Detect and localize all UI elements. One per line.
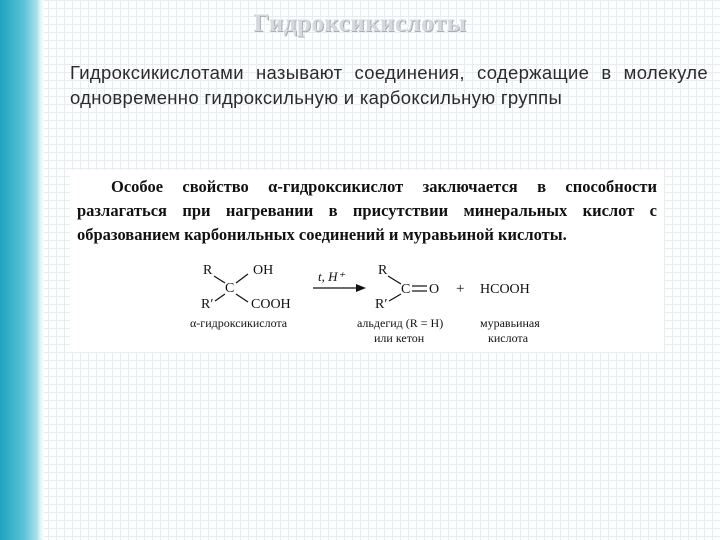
- reactant-r2: R′: [201, 297, 214, 312]
- reactant-cooh: COOH: [251, 297, 291, 312]
- reactant-carbon: C: [225, 281, 235, 296]
- product-r1: R: [378, 263, 388, 278]
- reaction-condition: t, H⁺: [318, 269, 345, 284]
- bond-p-r2-c: [389, 294, 401, 301]
- content-panel: [70, 170, 664, 352]
- bond-c-oh: [236, 274, 248, 283]
- product1-caption-line1: альдегид (R = H): [357, 316, 444, 330]
- bond-p-r1-c: [388, 276, 401, 284]
- product2-caption-line1: муравьиная: [480, 316, 540, 330]
- product-carbon: C: [401, 282, 411, 297]
- product-r2: R′: [375, 297, 388, 312]
- product1-caption-line2: или кетон: [374, 331, 425, 345]
- bond-r1-c: [214, 276, 225, 283]
- plus-sign: +: [456, 281, 465, 297]
- intro-paragraph: Гидроксикислотами называют соединения, содержащие в молекуле одновременно гидроксильную и карбоксильную группы: [70, 62, 708, 108]
- property-paragraph: Особое свойство α-гидроксикислот заключается в способности разлагаться при нагревании в присутствии минеральных кислот с образованием карбонильных соединений и муравьиной кислоты.: [77, 177, 657, 244]
- product-oxygen: O: [429, 282, 440, 297]
- reaction-arrow-head: [356, 284, 366, 292]
- slide-title: Гидроксикислоты: [253, 10, 467, 37]
- reactant-r1: R: [203, 263, 213, 278]
- product2-caption-line2: кислота: [488, 331, 529, 345]
- reactant-caption: α-гидроксикислота: [190, 316, 288, 330]
- bond-c-cooh: [236, 294, 248, 302]
- reaction-scheme: [70, 255, 664, 355]
- left-accent-bar: [0, 0, 44, 540]
- reactant-oh: OH: [253, 263, 274, 278]
- product2-formula: HCOOH: [480, 282, 530, 297]
- bond-r2-c: [215, 294, 225, 301]
